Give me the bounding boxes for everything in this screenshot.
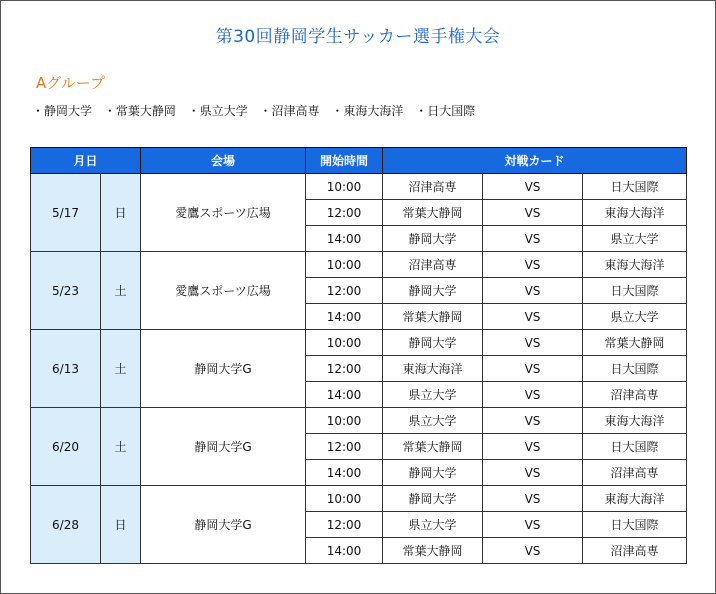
home-team: 県立大学 xyxy=(383,382,483,408)
away-team: 日大国際 xyxy=(583,434,687,460)
away-team: 日大国際 xyxy=(583,512,687,538)
match-date: 6/20 xyxy=(31,408,101,486)
table-row xyxy=(31,486,687,512)
team-item: ・県立大学 xyxy=(187,104,248,118)
home-team: 静岡大学 xyxy=(383,460,483,486)
kickoff-time: 14:00 xyxy=(306,226,383,252)
home-team: 東海大海洋 xyxy=(383,356,483,382)
kickoff-time: 14:00 xyxy=(306,538,383,564)
match-venue: 愛鷹スポーツ広場 xyxy=(141,252,306,330)
table-row xyxy=(31,408,687,434)
kickoff-time: 12:00 xyxy=(306,434,383,460)
table-row xyxy=(31,174,687,200)
vs-label: VS xyxy=(483,408,583,434)
match-venue: 静岡大学G xyxy=(141,486,306,564)
vs-label: VS xyxy=(483,174,583,200)
header-start-time: 開始時間 xyxy=(306,148,383,174)
kickoff-time: 10:00 xyxy=(306,174,383,200)
vs-label: VS xyxy=(483,252,583,278)
header-venue: 会場 xyxy=(141,148,306,174)
away-team: 沼津高専 xyxy=(583,538,687,564)
kickoff-time: 10:00 xyxy=(306,486,383,512)
match-venue: 愛鷹スポーツ広場 xyxy=(141,174,306,252)
match-date: 5/23 xyxy=(31,252,101,330)
table-row xyxy=(31,330,687,356)
away-team: 日大国際 xyxy=(583,278,687,304)
header-match: 対戦カード xyxy=(383,148,687,174)
home-team: 県立大学 xyxy=(383,512,483,538)
away-team: 常葉大静岡 xyxy=(583,330,687,356)
away-team: 県立大学 xyxy=(583,226,687,252)
away-team: 日大国際 xyxy=(583,356,687,382)
kickoff-time: 14:00 xyxy=(306,304,383,330)
match-weekday: 土 xyxy=(101,252,141,330)
vs-label: VS xyxy=(483,226,583,252)
kickoff-time: 12:00 xyxy=(306,278,383,304)
kickoff-time: 14:00 xyxy=(306,460,383,486)
team-item: ・沼津高専 xyxy=(259,104,320,118)
vs-label: VS xyxy=(483,304,583,330)
vs-label: VS xyxy=(483,460,583,486)
kickoff-time: 12:00 xyxy=(306,200,383,226)
header-row xyxy=(31,148,687,174)
match-weekday: 土 xyxy=(101,330,141,408)
match-weekday: 土 xyxy=(101,408,141,486)
team-list xyxy=(32,102,483,119)
match-date: 6/28 xyxy=(31,486,101,564)
vs-label: VS xyxy=(483,330,583,356)
home-team: 常葉大静岡 xyxy=(383,434,483,460)
team-item: ・日大国際 xyxy=(415,104,476,118)
page-title: 第30回静岡学生サッカー選手権大会 xyxy=(215,27,501,47)
home-team: 常葉大静岡 xyxy=(383,304,483,330)
home-team: 静岡大学 xyxy=(383,278,483,304)
vs-label: VS xyxy=(483,278,583,304)
team-item: ・静岡大学 xyxy=(32,104,93,118)
match-venue: 静岡大学G xyxy=(141,330,306,408)
table-row xyxy=(31,252,687,278)
schedule-body xyxy=(31,174,687,564)
home-team: 沼津高専 xyxy=(383,252,483,278)
match-weekday: 日 xyxy=(101,486,141,564)
vs-label: VS xyxy=(483,486,583,512)
away-team: 沼津高専 xyxy=(583,460,687,486)
vs-label: VS xyxy=(483,512,583,538)
home-team: 静岡大学 xyxy=(383,486,483,512)
match-date: 5/17 xyxy=(31,174,101,252)
kickoff-time: 14:00 xyxy=(306,382,383,408)
away-team: 沼津高専 xyxy=(583,382,687,408)
group-title: Aグループ xyxy=(36,74,106,92)
team-item: ・東海大海洋 xyxy=(331,104,404,118)
kickoff-time: 12:00 xyxy=(306,512,383,538)
kickoff-time: 10:00 xyxy=(306,408,383,434)
match-date: 6/13 xyxy=(31,330,101,408)
home-team: 静岡大学 xyxy=(383,226,483,252)
vs-label: VS xyxy=(483,200,583,226)
match-venue: 静岡大学G xyxy=(141,408,306,486)
home-team: 沼津高専 xyxy=(383,174,483,200)
schedule-table xyxy=(30,147,687,564)
home-team: 常葉大静岡 xyxy=(383,200,483,226)
home-team: 常葉大静岡 xyxy=(383,538,483,564)
away-team: 東海大海洋 xyxy=(583,200,687,226)
home-team: 県立大学 xyxy=(383,408,483,434)
home-team: 静岡大学 xyxy=(383,330,483,356)
match-weekday: 日 xyxy=(101,174,141,252)
away-team: 東海大海洋 xyxy=(583,486,687,512)
vs-label: VS xyxy=(483,356,583,382)
vs-label: VS xyxy=(483,538,583,564)
away-team: 日大国際 xyxy=(583,174,687,200)
kickoff-time: 12:00 xyxy=(306,356,383,382)
team-item: ・常葉大静岡 xyxy=(103,104,176,118)
away-team: 県立大学 xyxy=(583,304,687,330)
vs-label: VS xyxy=(483,382,583,408)
kickoff-time: 10:00 xyxy=(306,252,383,278)
kickoff-time: 10:00 xyxy=(306,330,383,356)
vs-label: VS xyxy=(483,434,583,460)
away-team: 東海大海洋 xyxy=(583,252,687,278)
header-date: 月日 xyxy=(31,148,141,174)
away-team: 東海大海洋 xyxy=(583,408,687,434)
